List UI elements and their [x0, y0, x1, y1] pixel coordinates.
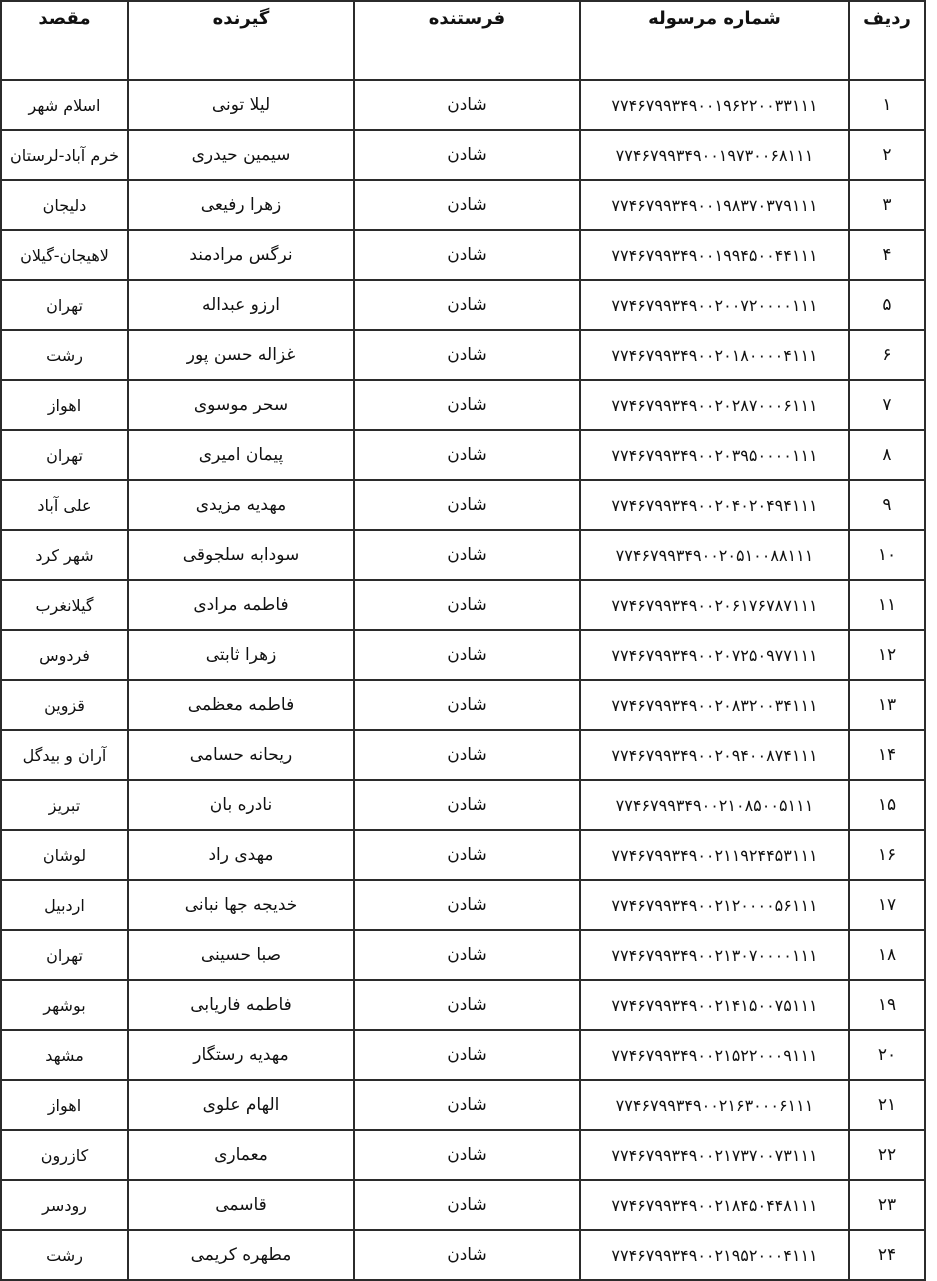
row-number-cell: ۵: [849, 280, 925, 330]
header-recipient: گیرنده: [128, 1, 354, 80]
recipient-cell: نادره بان: [128, 780, 354, 830]
table-row: [1, 830, 925, 880]
tracking-number-cell: ۷۷۴۶۷۹۹۳۴۹۰۰۲۰۸۳۲۰۰۳۴۱۱۱: [580, 680, 849, 730]
tracking-number-cell: ۷۷۴۶۷۹۹۳۴۹۰۰۲۰۲۸۷۰۰۰۶۱۱۱: [580, 380, 849, 430]
recipient-cell: سیمین حیدری: [128, 130, 354, 180]
recipient-cell: زهرا رفیعی: [128, 180, 354, 230]
destination-cell: اسلام شهر: [1, 80, 128, 130]
row-number-cell: ۲۳: [849, 1180, 925, 1230]
row-number-cell: ۱۶: [849, 830, 925, 880]
destination-cell: تبریز: [1, 780, 128, 830]
tracking-number-cell: ۷۷۴۶۷۹۹۳۴۹۰۰۱۹۷۳۰۰۶۸۱۱۱: [580, 130, 849, 180]
sender-cell: شادن: [354, 230, 580, 280]
destination-cell: رشت: [1, 1230, 128, 1280]
table-header-row: [1, 1, 925, 80]
row-number-cell: ۱۰: [849, 530, 925, 580]
row-number-cell: ۲۴: [849, 1230, 925, 1280]
row-number-cell: ۱۲: [849, 630, 925, 680]
table-row: [1, 880, 925, 930]
header-row-number: ردیف: [849, 1, 925, 80]
recipient-cell: غزاله حسن پور: [128, 330, 354, 380]
destination-cell: تهران: [1, 430, 128, 480]
row-number-cell: ۲۱: [849, 1080, 925, 1130]
sender-cell: شادن: [354, 530, 580, 580]
table-row: [1, 80, 925, 130]
sender-cell: شادن: [354, 130, 580, 180]
tracking-number-cell: ۷۷۴۶۷۹۹۳۴۹۰۰۲۰۶۱۷۶۷۸۷۱۱۱: [580, 580, 849, 630]
tracking-number-cell: ۷۷۴۶۷۹۹۳۴۹۰۰۲۰۰۷۲۰۰۰۰۱۱۱: [580, 280, 849, 330]
table-row: [1, 1180, 925, 1230]
table-row: [1, 630, 925, 680]
recipient-cell: قاسمی: [128, 1180, 354, 1230]
table-row: [1, 530, 925, 580]
tracking-number-cell: ۷۷۴۶۷۹۹۳۴۹۰۰۲۰۵۱۰۰۸۸۱۱۱: [580, 530, 849, 580]
row-number-cell: ۱۴: [849, 730, 925, 780]
row-number-cell: ۱۸: [849, 930, 925, 980]
sender-cell: شادن: [354, 680, 580, 730]
sender-cell: شادن: [354, 1080, 580, 1130]
row-number-cell: ۶: [849, 330, 925, 380]
sender-cell: شادن: [354, 730, 580, 780]
recipient-cell: صبا حسینی: [128, 930, 354, 980]
tracking-number-cell: ۷۷۴۶۷۹۹۳۴۹۰۰۲۱۳۰۷۰۰۰۰۱۱۱: [580, 930, 849, 980]
sender-cell: شادن: [354, 330, 580, 380]
row-number-cell: ۸: [849, 430, 925, 480]
sender-cell: شادن: [354, 930, 580, 980]
header-destination: مقصد: [1, 1, 128, 80]
destination-cell: تهران: [1, 930, 128, 980]
row-number-cell: ۱۷: [849, 880, 925, 930]
destination-cell: اردبیل: [1, 880, 128, 930]
row-number-cell: ۲۰: [849, 1030, 925, 1080]
sender-cell: شادن: [354, 1180, 580, 1230]
destination-cell: فردوس: [1, 630, 128, 680]
sender-cell: شادن: [354, 480, 580, 530]
row-number-cell: ۱: [849, 80, 925, 130]
recipient-cell: خدیجه جها نبانی: [128, 880, 354, 930]
destination-cell: اهواز: [1, 380, 128, 430]
recipient-cell: ارزو عبداله: [128, 280, 354, 330]
recipient-cell: فاطمه فاریابی: [128, 980, 354, 1030]
recipient-cell: مطهره کریمی: [128, 1230, 354, 1280]
sender-cell: شادن: [354, 180, 580, 230]
row-number-cell: ۷: [849, 380, 925, 430]
recipient-cell: ریحانه حسامی: [128, 730, 354, 780]
table-row: [1, 980, 925, 1030]
destination-cell: کازرون: [1, 1130, 128, 1180]
table-row: [1, 480, 925, 530]
tracking-number-cell: ۷۷۴۶۷۹۹۳۴۹۰۰۲۰۹۴۰۰۸۷۴۱۱۱: [580, 730, 849, 780]
tracking-number-cell: ۷۷۴۶۷۹۹۳۴۹۰۰۲۱۴۱۵۰۰۷۵۱۱۱: [580, 980, 849, 1030]
recipient-cell: فاطمه معظمی: [128, 680, 354, 730]
row-number-cell: ۴: [849, 230, 925, 280]
sender-cell: شادن: [354, 880, 580, 930]
tracking-number-cell: ۷۷۴۶۷۹۹۳۴۹۰۰۲۰۱۸۰۰۰۰۴۱۱۱: [580, 330, 849, 380]
tracking-number-cell: ۷۷۴۶۷۹۹۳۴۹۰۰۲۱۷۳۷۰۰۷۳۱۱۱: [580, 1130, 849, 1180]
table-row: [1, 680, 925, 730]
sender-cell: شادن: [354, 280, 580, 330]
tracking-number-cell: ۷۷۴۶۷۹۹۳۴۹۰۰۲۱۶۳۰۰۰۶۱۱۱: [580, 1080, 849, 1130]
tracking-number-cell: ۷۷۴۶۷۹۹۳۴۹۰۰۲۱۸۴۵۰۴۴۸۱۱۱: [580, 1180, 849, 1230]
destination-cell: لوشان: [1, 830, 128, 880]
sender-cell: شادن: [354, 830, 580, 880]
header-tracking-number: شماره مرسوله: [580, 1, 849, 80]
destination-cell: دلیجان: [1, 180, 128, 230]
destination-cell: علی آباد: [1, 480, 128, 530]
recipient-cell: سحر موسوی: [128, 380, 354, 430]
row-number-cell: ۹: [849, 480, 925, 530]
table-row: [1, 280, 925, 330]
row-number-cell: ۱۳: [849, 680, 925, 730]
table-body: [1, 80, 925, 1280]
sender-cell: شادن: [354, 630, 580, 680]
recipient-cell: مهدیه رستگار: [128, 1030, 354, 1080]
table-row: [1, 930, 925, 980]
destination-cell: لاهیجان-گیلان: [1, 230, 128, 280]
sender-cell: شادن: [354, 80, 580, 130]
table-row: [1, 1080, 925, 1130]
recipient-cell: معماری: [128, 1130, 354, 1180]
recipient-cell: مهدی راد: [128, 830, 354, 880]
tracking-number-cell: ۷۷۴۶۷۹۹۳۴۹۰۰۲۰۷۲۵۰۹۷۷۱۱۱: [580, 630, 849, 680]
row-number-cell: ۳: [849, 180, 925, 230]
recipient-cell: فاطمه مرادی: [128, 580, 354, 630]
recipient-cell: پیمان امیری: [128, 430, 354, 480]
table-row: [1, 580, 925, 630]
table-row: [1, 1230, 925, 1280]
row-number-cell: ۲: [849, 130, 925, 180]
sender-cell: شادن: [354, 1230, 580, 1280]
sender-cell: شادن: [354, 1030, 580, 1080]
recipient-cell: لیلا تونی: [128, 80, 354, 130]
tracking-number-cell: ۷۷۴۶۷۹۹۳۴۹۰۰۱۹۸۳۷۰۳۷۹۱۱۱: [580, 180, 849, 230]
table-row: [1, 430, 925, 480]
table-row: [1, 1130, 925, 1180]
sender-cell: شادن: [354, 580, 580, 630]
destination-cell: رشت: [1, 330, 128, 380]
tracking-number-cell: ۷۷۴۶۷۹۹۳۴۹۰۰۲۱۲۰۰۰۰۵۶۱۱۱: [580, 880, 849, 930]
row-number-cell: ۲۲: [849, 1130, 925, 1180]
sender-cell: شادن: [354, 980, 580, 1030]
table-row: [1, 130, 925, 180]
row-number-cell: ۱۱: [849, 580, 925, 630]
destination-cell: گیلانغرب: [1, 580, 128, 630]
tracking-number-cell: ۷۷۴۶۷۹۹۳۴۹۰۰۲۱۵۲۲۰۰۰۹۱۱۱: [580, 1030, 849, 1080]
tracking-number-cell: ۷۷۴۶۷۹۹۳۴۹۰۰۱۹۹۴۵۰۰۴۴۱۱۱: [580, 230, 849, 280]
tracking-number-cell: ۷۷۴۶۷۹۹۳۴۹۰۰۲۰۳۹۵۰۰۰۰۱۱۱: [580, 430, 849, 480]
table-row: [1, 330, 925, 380]
destination-cell: تهران: [1, 280, 128, 330]
destination-cell: بوشهر: [1, 980, 128, 1030]
tracking-number-cell: ۷۷۴۶۷۹۹۳۴۹۰۰۲۰۴۰۲۰۴۹۴۱۱۱: [580, 480, 849, 530]
table-row: [1, 730, 925, 780]
table-row: [1, 780, 925, 830]
sender-cell: شادن: [354, 430, 580, 480]
sender-cell: شادن: [354, 1130, 580, 1180]
header-sender: فرستنده: [354, 1, 580, 80]
recipient-cell: نرگس مرادمند: [128, 230, 354, 280]
recipient-cell: الهام علوی: [128, 1080, 354, 1130]
destination-cell: رودسر: [1, 1180, 128, 1230]
destination-cell: خرم آباد-لرستان: [1, 130, 128, 180]
tracking-number-cell: ۷۷۴۶۷۹۹۳۴۹۰۰۲۱۱۹۲۴۴۵۳۱۱۱: [580, 830, 849, 880]
recipient-cell: سودابه سلجوقی: [128, 530, 354, 580]
sender-cell: شادن: [354, 380, 580, 430]
recipient-cell: زهرا ثابتی: [128, 630, 354, 680]
row-number-cell: ۱۹: [849, 980, 925, 1030]
tracking-number-cell: ۷۷۴۶۷۹۹۳۴۹۰۰۲۱۰۸۵۰۰۵۱۱۱: [580, 780, 849, 830]
destination-cell: مشهد: [1, 1030, 128, 1080]
table-row: [1, 180, 925, 230]
destination-cell: آران و بیدگل: [1, 730, 128, 780]
tracking-number-cell: ۷۷۴۶۷۹۹۳۴۹۰۰۲۱۹۵۲۰۰۰۴۱۱۱: [580, 1230, 849, 1280]
destination-cell: شهر کرد: [1, 530, 128, 580]
tracking-number-cell: ۷۷۴۶۷۹۹۳۴۹۰۰۱۹۶۲۲۰۰۳۳۱۱۱: [580, 80, 849, 130]
table-row: [1, 380, 925, 430]
row-number-cell: ۱۵: [849, 780, 925, 830]
table-row: [1, 230, 925, 280]
recipient-cell: مهدیه مزیدی: [128, 480, 354, 530]
sender-cell: شادن: [354, 780, 580, 830]
table-row: [1, 1030, 925, 1080]
destination-cell: اهواز: [1, 1080, 128, 1130]
destination-cell: قزوین: [1, 680, 128, 730]
